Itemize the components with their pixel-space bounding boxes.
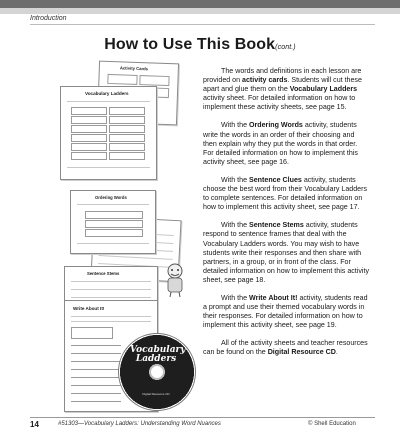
top-bar-stripe <box>0 8 400 14</box>
thumbnail-vocabulary-ladders <box>60 86 157 180</box>
text-line <box>67 101 150 102</box>
page-number: 14 <box>30 420 39 429</box>
writing-line <box>71 393 121 394</box>
text-line <box>67 167 150 168</box>
prompt-box <box>71 327 113 339</box>
bold-term: Sentence Stems <box>249 221 304 230</box>
text-line <box>71 321 151 322</box>
text-line <box>77 243 149 244</box>
bold-term: Ordering Words <box>249 121 303 130</box>
ladder-rung <box>71 152 107 160</box>
writing-line <box>71 385 121 386</box>
text-run: The words and definitions in each lesson are provided on <box>203 67 362 85</box>
text-run: With the <box>221 121 249 130</box>
page-title-suffix: (cont.) <box>275 44 296 51</box>
paragraph-ordering-words <box>203 121 369 166</box>
ladder-rung <box>71 125 107 133</box>
paragraph-digital-cd <box>203 339 369 357</box>
text-line <box>71 289 151 290</box>
thumbnail-title: Activity Cards <box>119 65 149 72</box>
card-box <box>139 75 169 86</box>
footer-publisher: © Shell Education <box>308 421 356 427</box>
paragraph-write-about-it <box>203 294 369 330</box>
text-line <box>77 204 149 205</box>
bold-term: Vocabulary Ladders <box>289 85 358 94</box>
ladder-rung <box>109 143 145 151</box>
character-illustration <box>160 262 190 298</box>
page-title-text: How to Use This Book <box>104 36 276 53</box>
ladder-rung <box>109 125 145 133</box>
order-box <box>85 220 143 228</box>
thumbnail-title: Ordering Words <box>95 195 127 200</box>
thumbnail-title: Sentence Stems <box>87 271 120 276</box>
order-box <box>85 211 143 219</box>
text-line <box>71 316 151 317</box>
card-box <box>107 74 137 85</box>
writing-line <box>71 353 121 354</box>
ladder-rung <box>71 116 107 124</box>
writing-line <box>71 361 121 362</box>
text-run: activity, students respond to sentence frames that deal with the Vocabulary Ladders words. You may wish to have students write their responses and then share with partners, in a group, or in front of the class. For detailed information on how to implement this activity sheet, see page 18. <box>203 221 369 284</box>
text-run: With the <box>221 175 249 184</box>
page-title <box>0 36 400 54</box>
text-run: activity, students choose the best word from their Vocabulary Ladders to complete sentences. For detailed information on how to implement this activity sheet, see page 17. <box>203 175 368 212</box>
text-run: With the <box>221 221 249 230</box>
order-box <box>85 229 143 237</box>
bold-term: activity cards <box>242 76 288 85</box>
body-text <box>203 67 369 367</box>
ladder-rung <box>71 134 107 142</box>
bold-term: Sentence Clues <box>249 175 302 184</box>
thumbnail-ordering-words <box>70 190 156 254</box>
ladder-rung <box>109 152 145 160</box>
text-line <box>99 255 173 260</box>
bold-term: Write About It! <box>249 293 298 302</box>
writing-line <box>71 377 121 378</box>
footer-book-title: #51303—Vocabulary Ladders: Understanding Word Nuances <box>58 421 221 427</box>
cd-label: Vocabulary Ladders <box>130 345 186 364</box>
text-run: activity, students read a prompt and use their themed vocabulary words in their responses. For detailed information on how to implement this activity sheet, see page 19. <box>203 293 368 330</box>
ladder-rung <box>109 134 145 142</box>
section-rule <box>30 24 375 25</box>
text-line <box>71 297 151 298</box>
paragraph-activity-cards <box>203 67 369 112</box>
ladder-rung <box>71 107 107 115</box>
writing-line <box>71 345 121 346</box>
text-run: . <box>335 348 338 357</box>
bold-term: Digital Resource CD <box>267 348 336 357</box>
paragraph-sentence-clues <box>203 176 369 212</box>
thumbnail-title: Write About It! <box>73 306 105 311</box>
text-run: With the <box>221 293 249 302</box>
text-run: All of the activity sheets and teacher resources can be found on the <box>203 339 368 357</box>
text-run: activity, students write the words in an order of their choosing and then explain why they put the words in that order. For detailed information on how to implement this activity sheet, see page 16. <box>203 121 358 166</box>
text-line <box>71 281 151 282</box>
ladder-rung <box>109 107 145 115</box>
writing-line <box>71 401 121 402</box>
footer-rule <box>30 417 375 418</box>
text-run: activity sheet. For detailed information on how to implement these activity sheets, see page 15. <box>203 94 356 112</box>
ladder-rung <box>71 143 107 151</box>
writing-line <box>71 369 121 370</box>
thumbnail-title: Vocabulary Ladders <box>85 91 129 96</box>
top-bar <box>0 0 400 8</box>
section-label: Introduction <box>30 15 67 22</box>
text-run: . Students will cut these apart and glue them on the <box>203 76 362 94</box>
ladder-rung <box>109 116 145 124</box>
cd-sub-label: Digital Resource CD <box>142 392 170 396</box>
paragraph-sentence-stems <box>203 221 369 285</box>
